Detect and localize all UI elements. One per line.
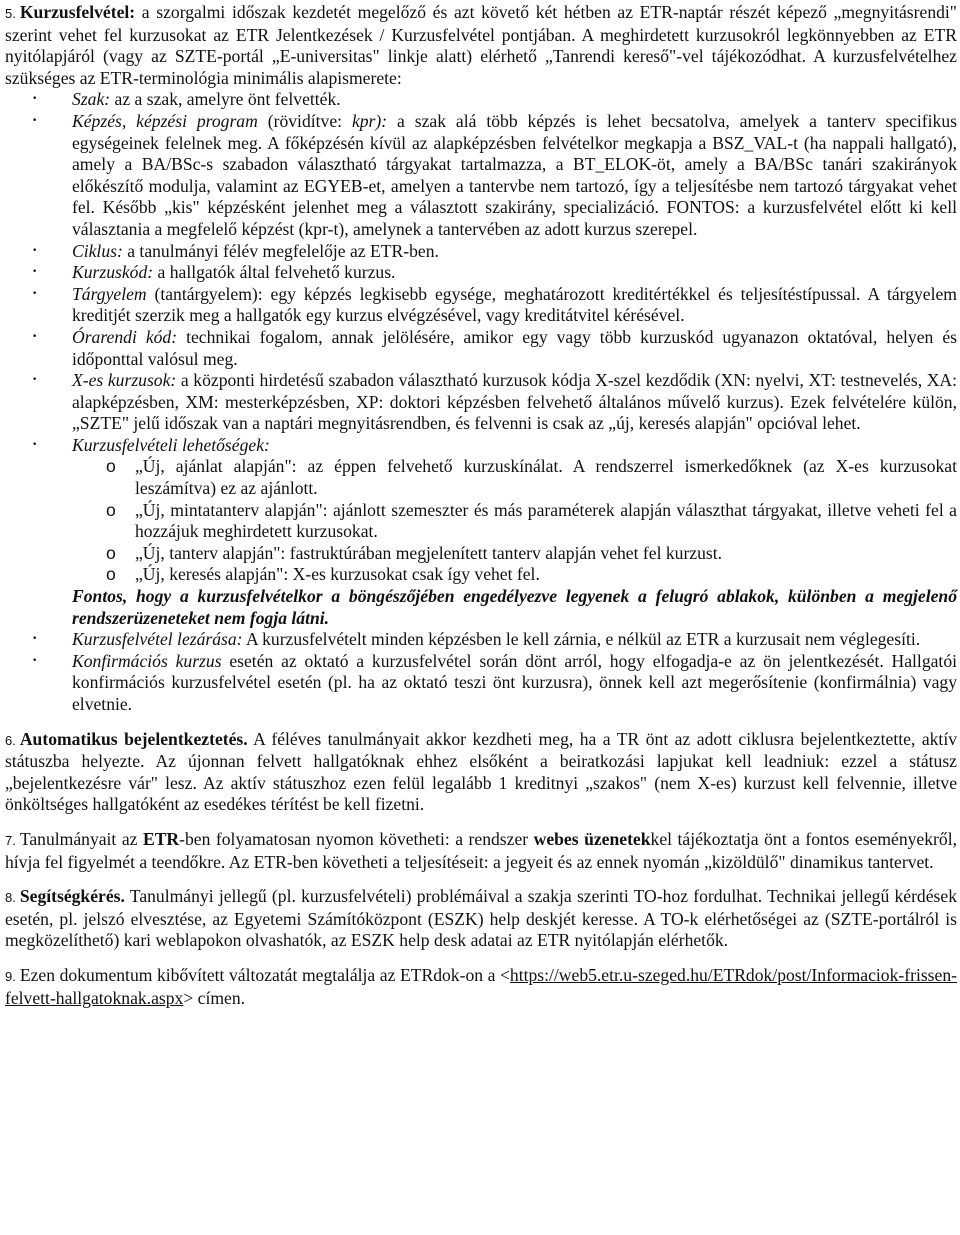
list-item xyxy=(5,435,957,586)
term-definition: a központi hirdetésű szabadon választható kurzusok kódja X-szel kezdődik (XN: nyelvi, XT: testnevelés, XA: alapképzésben, XM: mesterképzésben, XP: doktori képzésben felvehető általános művelő kurzus). Ezek felvételére külön, „SZTE" jelű időszak van a naptári megnyitásrendben, és felvenni is csak az „új, keresés alapján" opcióval lehet. xyxy=(72,370,958,434)
bullet-icon: • xyxy=(32,267,38,278)
document-page xyxy=(5,2,957,1009)
bullet-icon: • xyxy=(32,94,38,105)
section-text: Tanulmányi jellegű (pl. kurzusfelvételi) problémáival a szakja szerinti TO-hoz fordulhat. Technikai jellegű kérdések esetén, pl. jelszó elvesztése, az Egyetemi Számítóközpont (ESZK) help deskjét keresse. A TO-k elérhetőségei az (SZTE-portálról is megközelíthető) kari weblapokon olvashatók, az ESZK help desk adatai az ETR nyitólapján elérhetők. xyxy=(5,886,957,951)
emphasis-web-messages: webes üzenetek xyxy=(533,828,651,849)
term-definition: a tanulmányi félév megfelelője az ETR-ben. xyxy=(122,240,439,261)
option-text: „Új, mintatanterv alapján": ajánlott szemeszter és más paraméterek alapján választhat tárgyakat, illetve veheti fel a hozzájuk meghirdetett kurzusokat. xyxy=(135,499,957,542)
bullet-icon: • xyxy=(32,115,38,126)
term: Órarendi kód: xyxy=(72,326,178,347)
warning-note: Fontos, hogy a kurzusfelvételkor a böngészőjében engedélyezve legyenek a felugró ablakok, különben a megjelenő rendszerüzeneteket nem fogja látni. xyxy=(72,586,957,628)
section-text: Tanulmányait az xyxy=(19,828,143,849)
bullet-icon: • xyxy=(32,331,38,342)
section-text: > címen. xyxy=(183,987,246,1008)
section-8 xyxy=(5,886,957,952)
term: Kurzusfelvételi lehetőségek: xyxy=(72,434,270,455)
bullet-icon: • xyxy=(32,375,38,386)
section-5 xyxy=(5,2,957,716)
term-definition: az a szak, amelyre önt felvették. xyxy=(110,89,341,110)
bullet-icon: • xyxy=(32,288,38,299)
option-text: „Új, tanterv alapján": fastruktúrában megjelenített tanterv alapján vehet fel kurzust. xyxy=(135,542,723,563)
section-9 xyxy=(5,965,957,1009)
term-definition: esetén az oktató a kurzusfelvétel során dönt arról, hogy elfogadja-e az ön jelentkezését. Hallgatói konfirmációs kurzusfelvétel esetén (pl. ha az oktató teszi önt kurzusra), önnek kell azt megerősítenie (konfirmálnia) vagy elvetnie. xyxy=(72,650,957,714)
option-item xyxy=(5,456,957,499)
term: Kurzusfelvétel lezárása: xyxy=(72,629,243,650)
list-item xyxy=(5,89,957,111)
emphasis-etr: ETR xyxy=(142,828,180,849)
term: Kurzuskód: xyxy=(72,262,154,283)
section-title: Kurzusfelvétel: xyxy=(19,2,136,22)
list-item xyxy=(5,370,957,435)
list-item xyxy=(5,241,957,263)
section-number: 8. xyxy=(5,890,16,906)
section-number: 6. xyxy=(5,732,16,748)
term-definition: technikai fogalom, annak jelölésére, amikor egy vagy több kurzuskód ugyanazon oktatóval, helyen és időponttal valósul meg. xyxy=(72,326,957,369)
terminology-list xyxy=(5,89,957,586)
section-text: -ben folyamatosan nyomon követheti: a rendszer xyxy=(179,828,534,849)
section-6 xyxy=(5,729,957,816)
term-definition: (rövidítve: xyxy=(257,110,352,131)
list-item xyxy=(5,111,957,241)
section-number: 9. xyxy=(5,968,16,984)
etrdok-link[interactable]: https://web5.etr.u-szeged.hu/ETRdok/post/Informaciok-frissen-felvett-hallgatoknak.aspx xyxy=(5,964,957,1008)
section-number: 5. xyxy=(5,6,16,21)
section-title: Segítségkérés. xyxy=(19,886,125,907)
option-list xyxy=(5,456,957,586)
bullet-icon: • xyxy=(32,245,38,256)
section-text: Ezen dokumentum kibővített változatát megtalálja az ETRdok-on a < xyxy=(19,964,510,985)
option-marker: o xyxy=(106,499,116,520)
option-item xyxy=(5,543,957,565)
term-definition: A kurzusfelvételt minden képzésben le kell zárnia, e nélkül az ETR a kurzusait nem véglegesíti. xyxy=(242,629,921,650)
term-abbreviation: kpr): xyxy=(351,110,388,131)
option-text: „Új, ajánlat alapján": az éppen felvehető kurzuskínálat. A rendszerrel ismerkedőknek (az X-es kurzusokat leszámítva) ez az ajánlott. xyxy=(135,456,957,499)
option-marker: o xyxy=(106,542,116,563)
term: Ciklus: xyxy=(72,240,123,261)
terminology-list-continued xyxy=(5,629,957,715)
bullet-icon: • xyxy=(32,634,38,645)
list-item xyxy=(5,327,957,370)
section-7 xyxy=(5,829,957,873)
list-item xyxy=(5,262,957,284)
option-text: „Új, keresés alapján": X-es kurzusokat csak így vehet fel. xyxy=(135,564,540,585)
section-title: Automatikus bejelentkeztetés. xyxy=(19,728,248,749)
term-definition: a szak alá több képzés is lehet becsatolva, amelyek a tanterv specifikus egységeinek felelnek meg. A főképzésén kívül az alapképzésben felvételkor megkapja a BSZ_VAL-t (ha nappali hallgató), amely a BA/BSc-s szabadon választható tárgyakat tartalmazza, a BT_ELOK-öt, amely a BA/BSc tanári szakirányok előkészítő modulja, valamint az EGYEB-et, amelyen a tantervbe nem tartozó, így a teljesítésbe nem tartozó tárgyakat vehet fel. Később „kis" képzésként jelenhet meg a választott szakirány, specializáció. FONTOS: a kurzusfelvétel előtt ki kell választania a megfelelő képzést (kpr-t), amelynek a tantervében az adott kurzus szerepel. xyxy=(72,110,957,239)
option-marker: o xyxy=(106,456,116,477)
option-marker: o xyxy=(106,564,116,585)
term-definition: (tantárgyelem): egy képzés legkisebb egysége, meghatározott kreditértékkel és teljesítéstípussal. A tárgyelem kreditjét szerzik meg a hallgatók egy kurzus elvégzésével, vagy kreditátvitel kérésével. xyxy=(72,283,957,326)
section-5-intro xyxy=(5,2,957,89)
term: X-es kurzusok: xyxy=(72,370,177,391)
term: Konfirmációs kurzus xyxy=(72,650,222,671)
option-item xyxy=(5,500,957,543)
section-text: kel tájékoztatja önt a fontos eseményekről, hívja fel figyelmét a teendőkre. Az ETR-ben követheti a teljesítéseit: a jegyeit és az ennek nyomán „kizöldülő" dinamikus tantervet. xyxy=(5,828,957,872)
section-text: a szorgalmi időszak kezdetét megelőző és azt követő két hétben az ETR-naptár részét képező „megnyitásrendi" szerint vehet fel kurzusokat az ETR Jelentkezések / Kurzusfelvétel pontjában. A meghirdetett kurzusokról legkönnyebben az ETR nyitólapjáról (vagy az SZTE-portál „E-universitas" linkje alatt) elérhető „Tanrendi kereső"-vel tájékozódhat. A kurzusfelvételhez szükséges az ETR-terminológia minimális alapismerete: xyxy=(5,2,957,88)
list-item xyxy=(5,284,957,327)
term-definition: a hallgatók által felvehető kurzus. xyxy=(153,262,396,283)
list-item xyxy=(5,651,957,716)
list-item xyxy=(5,629,957,651)
term: Tárgyelem xyxy=(72,283,147,304)
bullet-icon: • xyxy=(32,655,38,666)
section-text: A féléves tanulmányait akkor kezdheti meg, ha a TR önt az adott ciklusra bejelentkeztette, aktív státuszba helyezte. Az újonnan felvett hallgatóknak ehhez elsőként a beiratkozási lapjukat kell leadniuk: ezzel a státusz „bejelentkezésre vár" lesz. Az aktív státuszhoz ezen felül legalább 1 kreditnyi „szakos" (nem X-es) kurzust kell felvennie, illetve önköltséges hallgatóként az esedékes térítést be kell fizetni. xyxy=(5,728,958,815)
bullet-icon: • xyxy=(32,439,38,450)
term: Szak: xyxy=(72,89,111,110)
section-number: 7. xyxy=(5,832,16,848)
option-item xyxy=(5,564,957,586)
term: Képzés, képzési program xyxy=(72,110,258,131)
